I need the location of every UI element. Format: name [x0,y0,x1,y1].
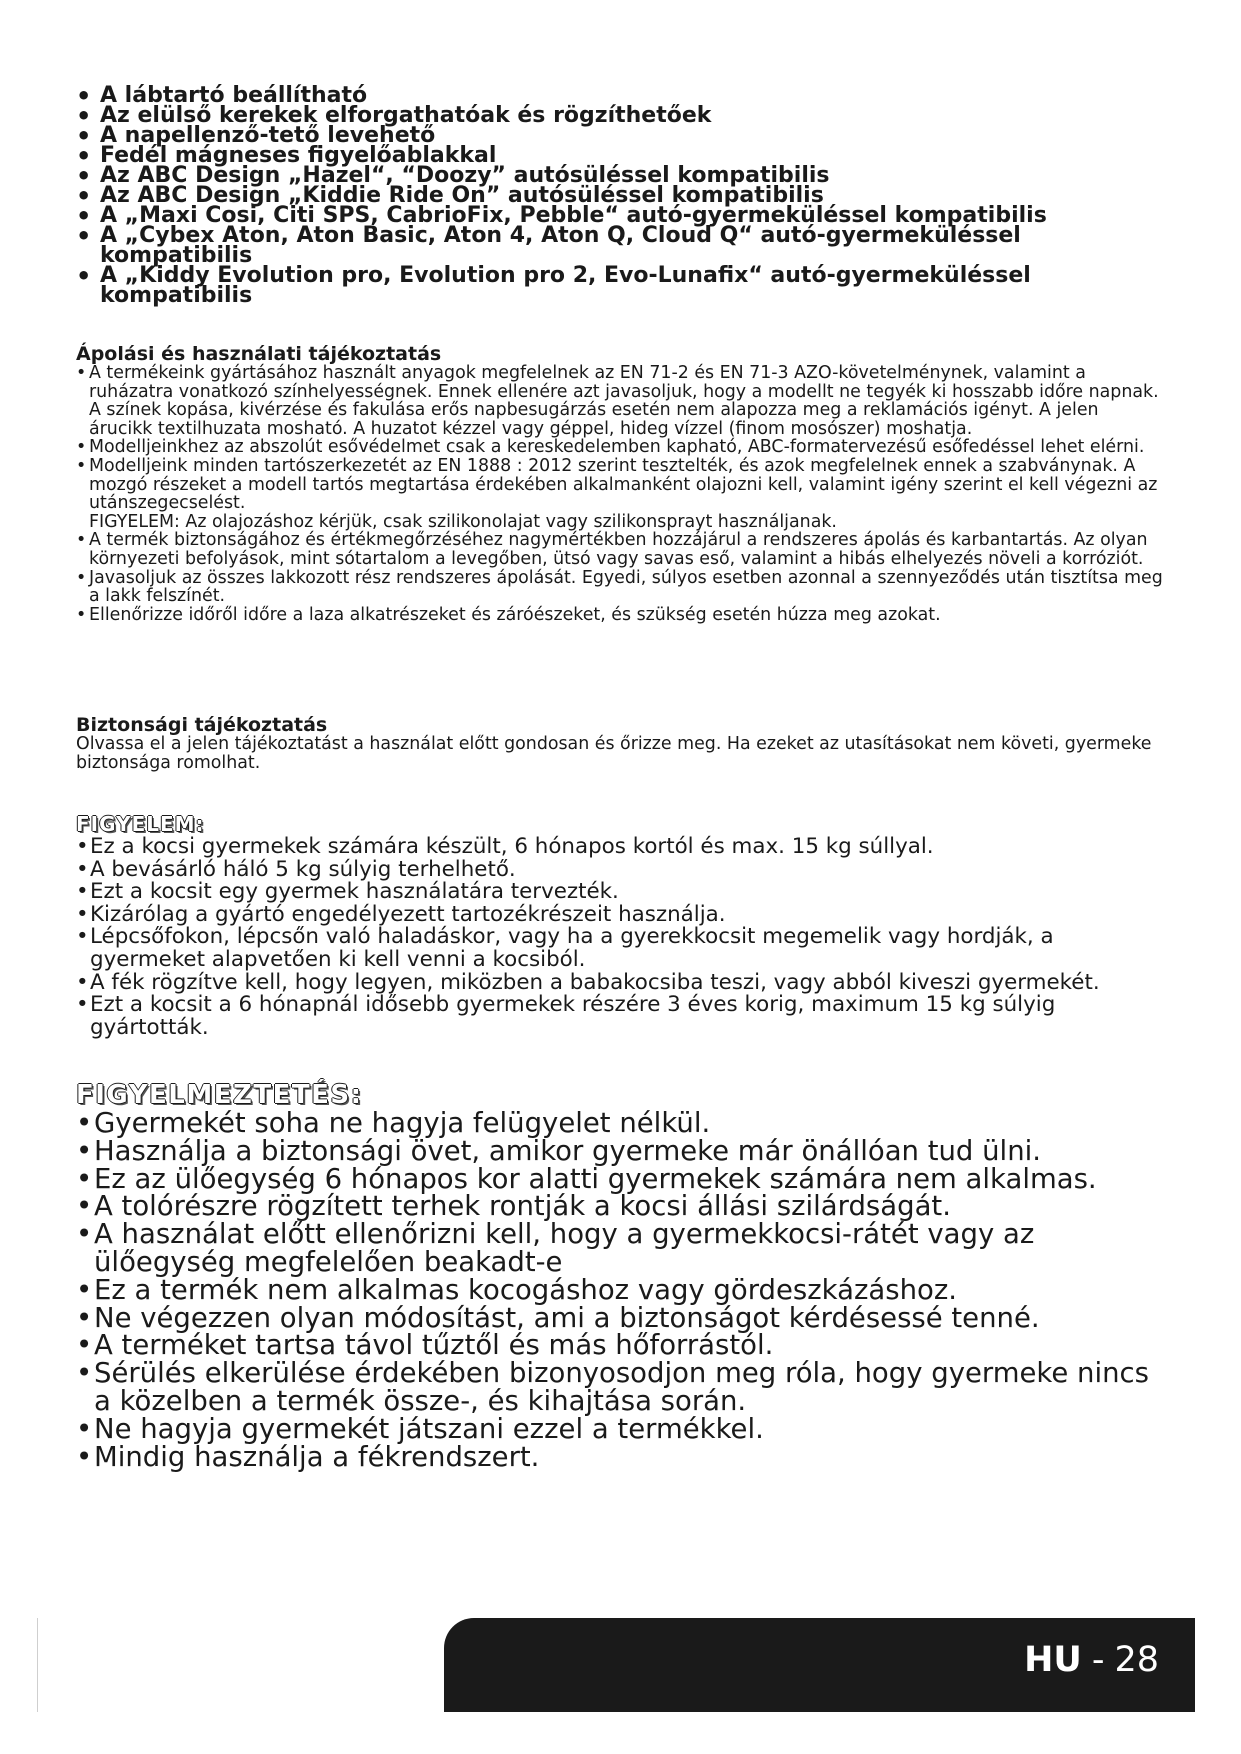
care-item: • A termékeink gyártásához használt anyagok megfelelnek az EN 71-2 és EN 71-3 AZO-követelménynek, valamint a ruházatra vonatkozó színhelyességnek. Ennek ellenére azt javasoljuk, hogy a modellt ne tegyék ki hosszabb időre napnak. A színek kopása, kivérzése és fakulása erős napbesugárzás esetén nem alapozza meg a reklamációs igényt. A jelen árucikk textilhuzata mosható. A huzatot kézzel vagy géppel, hideg vízzel (finom mosószer) moshatja. [76,364,1166,438]
safety-title: Biztonsági tájékoztatás [76,714,328,736]
warning-title: FIGYELMEZTETÉS: [76,1080,363,1110]
language-code: HU [1024,1640,1082,1680]
feature-item: • Az elülső kerekek elforgathatóak és rögzíthetőek [76,106,1166,126]
warning-item: • Használja a biztonsági övet, amikor gyermeke már önállóan tud ülni. [76,1138,1166,1166]
warning-item: • Ne végezzen olyan módosítást, ami a biztonságot kérdésessé tenné. [76,1305,1166,1333]
feature-item: • A „Maxi Cosi, Citi SPS, CabrioFix, Pebble“ autó-gyermeküléssel kompatibilis [76,206,1166,226]
feature-item: • A napellenző-tető levehető [76,126,1166,146]
care-note: FIGYELEM: Az olajozáshoz kérjük, csak szilikonolajat vagy szilikonsprayt használjanak. [89,511,837,532]
feature-item: • Fedél mágneses figyelőablakkal [76,146,1166,166]
attention-item: • Kizárólag a gyártó engedélyezett tartozékrészeit használja. [76,904,1166,927]
attention-item: • A fék rögzítve kell, hogy legyen, miközben a babakocsiba teszi, vagy abból kiveszi gyermekét. [76,972,1166,995]
page-footer [444,1618,1195,1712]
feature-item: • Az ABC Design „Hazel“, “Doozy” autósüléssel kompatibilis [76,166,1166,186]
feature-item: • A „Kiddy Evolution pro, Evolution pro 2, Evo-Lunafix“ autó-gyermeküléssel kompatibilis [76,266,1166,306]
attention-title: FIGYELEM: [76,812,205,836]
page-number [1024,1640,1159,1680]
feature-list [76,83,1166,308]
feature-item: • Az ABC Design „Kiddie Ride On” autósüléssel kompatibilis [76,186,1166,206]
page-separator: - [1091,1640,1105,1680]
attention-item: • Ez a kocsi gyermekek számára készült, 6 hónapos kortól és max. 15 kg súllyal. [76,836,1166,859]
page-number-value: 28 [1114,1640,1159,1680]
warning-item: • A terméket tartsa távol tűztől és más hőforrástól. [76,1332,1166,1360]
attention-item: • Lépcsőfokon, lépcsőn való haladáskor, vagy ha a gyerekkocsit megemelik vagy hordják, a gyermeket alapvetően ki kell venni a kocsiból. [76,926,1166,971]
warning-list [76,1107,1166,1473]
feature-item: • A lábtartó beállítható [76,86,1166,106]
feature-item: • A „Cybex Aton, Aton Basic, Aton 4, Aton Q, Cloud Q“ autó-gyermeküléssel kompatibilis [76,226,1166,266]
care-item-text: Modelljeink minden tartószerkezetét az EN 1888 : 2012 szerint tesztelték, és azok megfelelnek ennek a szabványnak. A mozgó részeket a modell tartós megtartása érdekében alkalmanként olajozni kell, valamint igény szerint el kell végezni az utánszegecselést. [89,455,1158,514]
care-section [76,345,1166,624]
safety-text: Olvassa el a jelen tájékoztatást a használat előtt gondosan és őrizze meg. Ha ezeket az utasításokat nem követi, gyermeke biztonsága romolhat. [76,734,1152,773]
warning-item: • A tolórészre rögzített terhek rontják a kocsi állási szilárdságát. [76,1193,1166,1221]
safety-section [76,716,1166,772]
warning-item: • Ez az ülőegység 6 hónapos kor alatti gyermekek számára nem alkalmas. [76,1166,1166,1194]
warning-item: • Ez a termék nem alkalmas kocogáshoz vagy gördeszkázáshoz. [76,1277,1166,1305]
warning-item: • Mindig használja a fékrendszert. [76,1444,1166,1472]
attention-section [76,812,1166,1039]
care-item: • A termék biztonságához és értékmegőrzéséhez nagymértékben hozzájárul a rendszeres ápolás és karbantartás. Az olyan környezeti befolyások, mint sótartalom a levegőben, ütsó vagy savas eső, valamint a hibás elhelyezés növeli a korróziót. [76,531,1166,568]
attention-item: • Ezt a kocsit a 6 hónapnál idősebb gyermekek részére 3 éves korig, maximum 15 kg súlyig gyártották. [76,994,1166,1039]
warning-item: • Ne hagyja gyermekét játszani ezzel a termékkel. [76,1416,1166,1444]
care-title: Ápolási és használati tájékoztatás [76,343,442,365]
care-item: • Ellenőrizze időről időre a laza alkatrészeket és záróészeket, és szükség esetén húzza meg azokat. [76,606,1166,625]
warning-item: • Gyermekét soha ne hagyja felügyelet nélkül. [76,1110,1166,1138]
attention-item: • Ezt a kocsit egy gyermek használatára tervezték. [76,881,1166,904]
care-item: • Javasoljuk az összes lakkozott rész rendszeres ápolását. Egyedi, súlyos esetben azonnal a szennyeződés után tisztítsa meg a lakk felszínét. [76,569,1166,606]
attention-list [76,836,1166,1039]
care-item [76,457,1166,531]
margin-rule [37,1618,38,1712]
care-list [76,364,1166,624]
warning-item: • Sérülés elkerülése érdekében bizonyosodjon meg róla, hogy gyermeke nincs a közelben a termék össze-, és kihajtása során. [76,1360,1166,1416]
warning-section [76,1080,1166,1471]
warning-item: • A használat előtt ellenőrizni kell, hogy a gyermekkocsi-rátét vagy az ülőegység megfelelően beakadt-e [76,1221,1166,1277]
attention-item: • A bevásárló háló 5 kg súlyig terhelhető. [76,859,1166,882]
care-item: • Modelljeinkhez az abszolút esővédelmet csak a kereskedelemben kapható, ABC-formatervezésű esőfedéssel lehet elérni. [76,438,1166,457]
